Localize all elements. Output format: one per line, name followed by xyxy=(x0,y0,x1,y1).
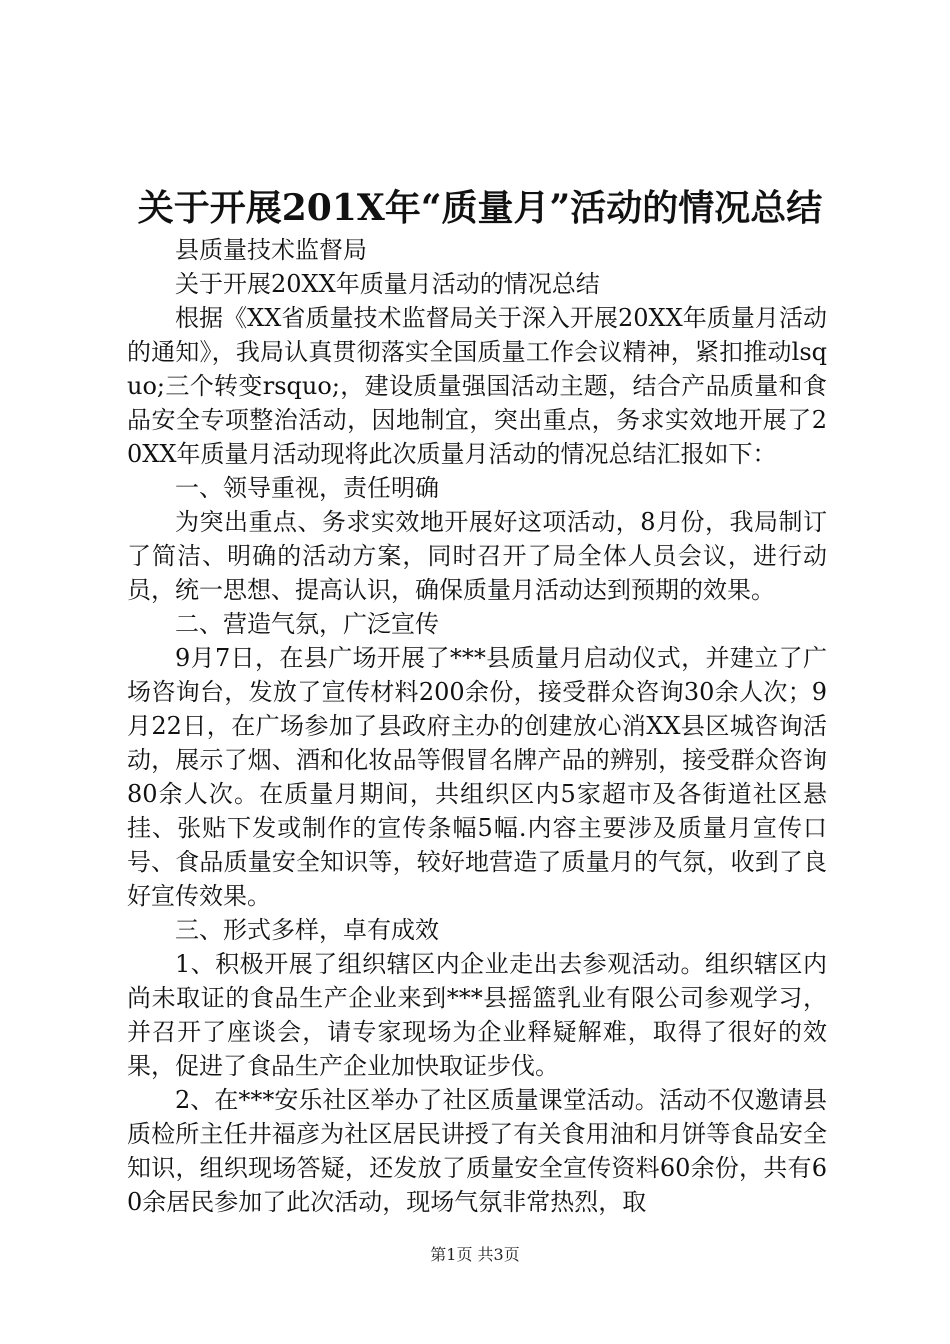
paragraph-subtitle: 关于开展20XX年质量月活动的情况总结 xyxy=(175,270,600,298)
paragraph-item-1: 1、积极开展了组织辖区内企业走出去参观活动。组织辖区内尚未取证的食品生产企业来到***县摇篮乳业有限公司参观学习，并召开了座谈会，请专家现场为企业释疑解难，取得了很好的效果，促进了食品生产企业加快取证步伐。 xyxy=(127,950,827,1080)
paragraph-intro: 根据《XX省质量技术监督局关于深入开展20XX年质量月活动的通知》，我局认真贯彻落实全国质量工作会议精神，紧扣推动lsquo;三个转变rsquo;，建设质量强国活动主题，结合产品质量和食品安全专项整治活动，因地制宜，突出重点，务求实效地开展了20XX年质量月活动现将此次质量月活动的情况总结汇报如下： xyxy=(127,304,827,468)
page-number-footer: 第1页 共3页 xyxy=(430,1245,520,1264)
paragraph-issuer: 县质量技术监督局 xyxy=(175,236,367,264)
section-heading-3: 三、形式多样，卓有成效 xyxy=(175,916,439,944)
document-title: 关于开展201X年“质量月”活动的情况总结 xyxy=(137,187,823,229)
paragraph-item-2: 2、在***安乐社区举办了社区质量课堂活动。活动不仅邀请县质检所主任井福彦为社区居民讲授了有关食用油和月饼等食品安全知识，组织现场答疑，还发放了质量安全宣传资料60余份，共有60余居民参加了此次活动，现场气氛非常热烈，取 xyxy=(127,1086,827,1216)
document-body xyxy=(127,233,827,1219)
section-heading-1: 一、领导重视，责任明确 xyxy=(175,474,439,502)
section-heading-2: 二、营造气氛，广泛宣传 xyxy=(175,610,439,638)
paragraph-section-2: 9月7日，在县广场开展了***县质量月启动仪式，并建立了广场咨询台，发放了宣传材料200余份，接受群众咨询30余人次；9月22日，在广场参加了县政府主办的创建放心消XX县区城咨询活动，展示了烟、酒和化妆品等假冒名牌产品的辨别，接受群众咨询80余人次。在质量月期间，共组织区内5家超市及各街道社区悬挂、张贴下发或制作的宣传条幅5幅.内容主要涉及质量月宣传口号、食品质量安全知识等，较好地营造了质量月的气氛，收到了良好宣传效果。 xyxy=(127,644,827,910)
paragraph-section-1: 为突出重点、务求实效地开展好这项活动，8月份，我局制订了简洁、明确的活动方案，同时召开了局全体人员会议，进行动员，统一思想、提高认识，确保质量月活动达到预期的效果。 xyxy=(127,508,827,604)
